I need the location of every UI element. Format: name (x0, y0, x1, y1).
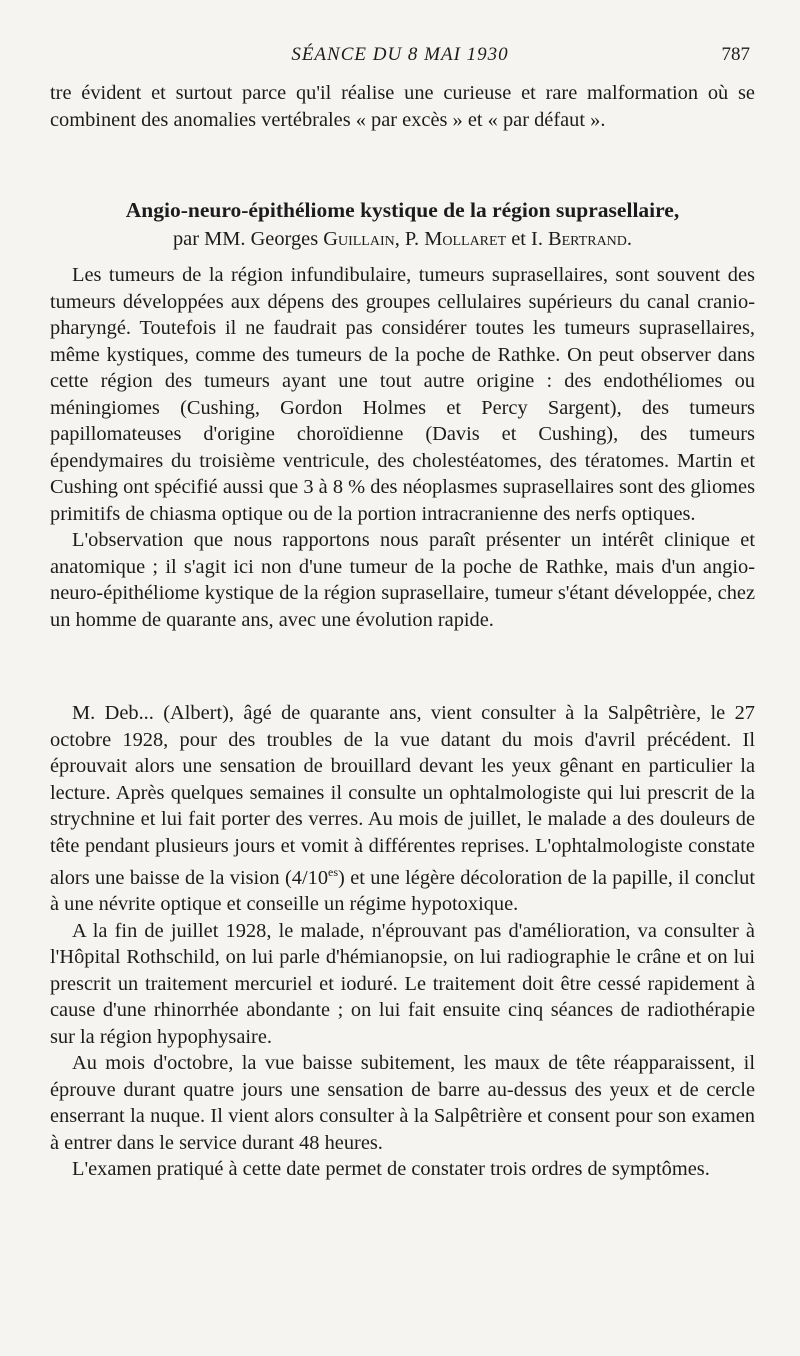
case-section (50, 700, 755, 1183)
byline-sep-2: et I. (506, 228, 549, 250)
continuation-paragraph (50, 80, 755, 133)
case-paragraph-4: L'examen pratiqué à cette date permet de constater trois ordres de symptômes. (72, 1158, 710, 1181)
continuation-text: tre évident et surtout parce qu'il réalise une curieuse et rare malformation où se combinent des anomalies vertébrales « par excès » et « par défaut ». (50, 82, 755, 131)
byline-suffix: . (626, 228, 633, 250)
byline-sep-1: , P. (394, 228, 425, 250)
intro-paragraph-1: Les tumeurs de la région infundibulaire, tumeurs suprasellaires, sont souvent des tumeurs développées aux dépens des groupes cellulaires supérieurs du canal cranio-pharyngé. Toutefois il ne faudrait pas considérer toutes les tumeurs suprasellaires, même kystiques, comme des tumeurs de la poche de Rathke. On peut observer dans cette région des tumeurs ayant une tout autre origine : des endothéliomes ou méningiomes (Cushing, Gordon Holmes et Percy Sargent), des tumeurs papillomateuses d'origine choroïdienne (Davis et Cushing), des tumeurs épendymaires du troisième ventricule, des cholestéatomes, des tératomes. Martin et Cushing ont spécifié aussi que 3 à 8 % des néoplasmes suprasellaires sont des gliomes primitifs de chiasma optique ou de la portion intracranienne des nerfs optiques. (50, 264, 755, 525)
author-bertrand: Bertrand (548, 228, 627, 250)
case-p1-superscript: es (328, 865, 339, 879)
author-guillain: Guillain (323, 228, 395, 250)
author-mollaret: Mollaret (424, 228, 507, 250)
page-number: 787 (721, 44, 750, 65)
article-title: Angio-neuro-épithéliome kystique de la région suprasellaire, (125, 198, 680, 222)
running-title: SÉANCE DU 8 MAI 1930 (291, 44, 509, 65)
intro-paragraph-2: L'observation que nous rapportons nous paraît présenter un intérêt clinique et anatomique ; il s'agit ici non d'une tumeur de la poche de Rathke, mais d'un angio-neuro-épithéliome kystique de la région suprasellaire, tumeur s'étant développée, chez un homme de quarante ans, avec une évolution rapide. (50, 529, 755, 631)
case-paragraph-1 (50, 700, 755, 918)
case-p1-text-b: ) et une légère décoloration de la papille, il conclut à une névrite optique et conseille un régime hypotoxique. (50, 866, 755, 916)
case-paragraph-3: Au mois d'octobre, la vue baisse subitement, les maux de tête réapparaissent, il éprouve durant quatre jours une sensation de barre au-dessus des yeux et de cercle enserrant la nuque. Il vient alors consulter à la Salpêtrière et consent pour son examen à entrer dans le service durant 48 heures. (50, 1052, 755, 1154)
byline (50, 226, 755, 252)
running-header (0, 44, 800, 74)
case-paragraph-2: A la fin de juillet 1928, le malade, n'éprouvant pas d'amélioration, va consulter à l'Hôpital Rothschild, on lui parle d'hémianopsie, on lui radiographie le crâne et on lui prescrit un traitement mercuriel et ioduré. Le traitement doit être cessé rapidement à cause d'une rhinorrhée abondante ; on lui fait ensuite cinq séances de radiothérapie sur la région hypophysaire. (50, 919, 755, 1048)
case-p1-text-a: M. Deb... (Albert), âgé de quarante ans, vient consulter à la Salpêtrière, le 27 octobre 1928, pour des troubles de la vue datant du mois d'avril précédent. Il éprouvait alors une sensation de brouillard devant les yeux gênant en particulier la lecture. Après quelques semaines il consulte un ophtalmologiste qui lui prescrit de la strychnine et lui fait porter des verres. Au mois de juillet, le malade a des douleurs de tête pendant plusieurs jours et vomit à différentes reprises. L'ophtalmologiste constate alors une baisse de la vision (4/10 (50, 702, 755, 889)
byline-prefix: par MM. Georges (172, 228, 324, 250)
intro-section (50, 262, 755, 633)
